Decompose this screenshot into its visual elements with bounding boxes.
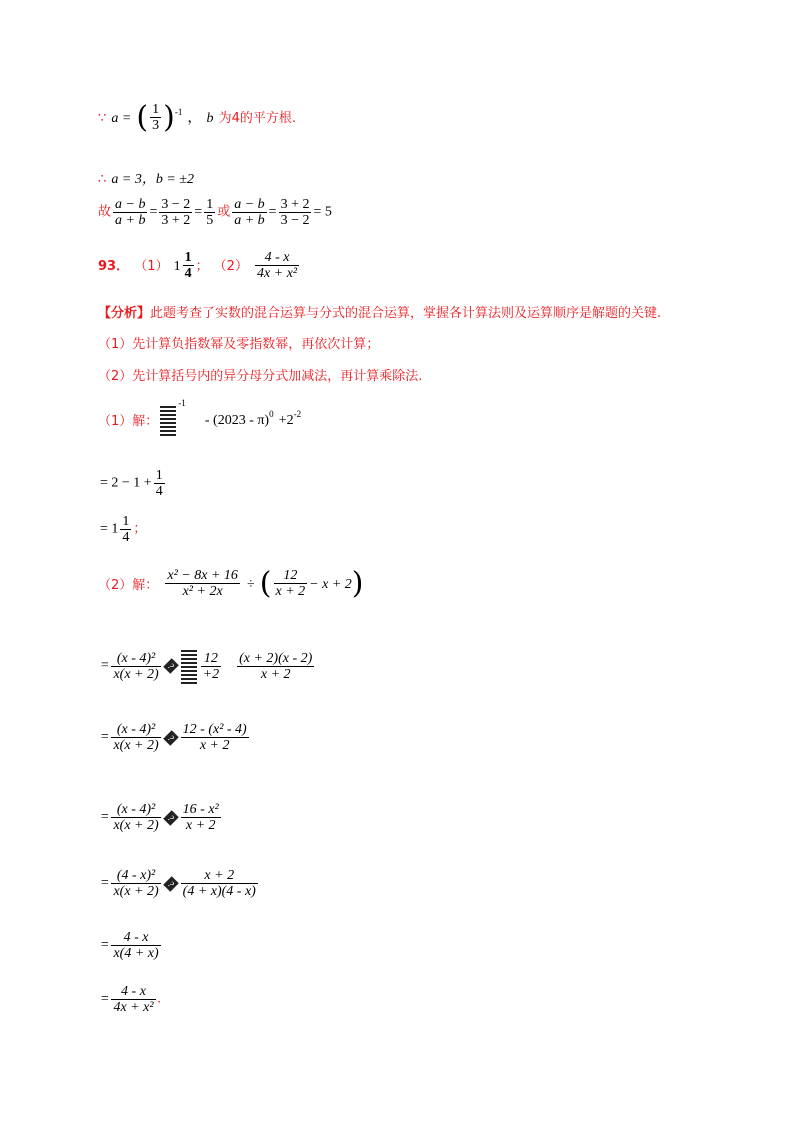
line-result-fraction: 故 $\frac{a - b}{a + b}$ = $\frac{3 - 2}{3 + 2}$ = $\frac{1}{5}$ 或 $\frac{a - b}{a + b}$ = $\frac{3 + 2}{3 - 2}$ = 5 [98, 197, 332, 228]
r3-fraction-b: $\frac{\text{16 - x²}}{x + 2}$ [182, 802, 219, 833]
sol1-line2-text: = 2 − 1 + [100, 475, 152, 491]
solution-1-line-3 [100, 514, 146, 545]
fraction-one-fifth: $\frac{1}{5}$ [206, 197, 214, 228]
garbled-glyph [160, 404, 176, 436]
sol1-mid: - (2023 - π) [204, 413, 270, 428]
analysis-tag: 【分析】 [98, 306, 151, 321]
garbled-glyph [181, 648, 197, 684]
solution-2-start: （2）解： $\frac{\text{x² − 8x + 16}}{\text{x² + 2x}}$ ÷ ( $\frac{12}{x + 2}$ − x + 2) [98, 566, 364, 601]
sol1-exp2: -2 [293, 409, 302, 419]
huo-text: 或 [217, 204, 231, 220]
analysis-text: 此题考查了实数的混合运算与分式的混合运算，掌握各计算法则及运算顺序是解题的关键. [150, 306, 662, 321]
a-equals: a = [111, 111, 132, 126]
ans1-fraction: $\frac{1}{4}$ [184, 250, 192, 281]
eq-sign: = [100, 991, 110, 1007]
r1-fraction-a: $\frac{\text{(x - 4)²}}{x(x + 2)}$ [113, 650, 159, 682]
line-given-a-b: ∵ a = ( $\frac{1}{3}$ )$^{-1}$ ， b 为4的平方根. [98, 100, 297, 135]
eq-sign: = [100, 875, 110, 891]
solution-2-row-5 [100, 930, 163, 961]
solution-2-row-1 [100, 648, 316, 684]
square-root-text: 为4的平方根. [218, 111, 297, 126]
r6-fraction: $\frac{4 - x}{\text{4x + x²}}$ [113, 984, 154, 1015]
left-paren: ( [136, 100, 149, 135]
unknown-glyph: ? [163, 730, 179, 746]
exponent: -1 [174, 107, 183, 117]
r2-fraction-b: $\frac{\text{12 - (x² - 4)}}{x + 2}$ [182, 722, 247, 753]
unknown-glyph: ? [163, 876, 179, 892]
r2-fraction-a: $\frac{\text{(x - 4)²}}{x(x + 2)}$ [113, 722, 159, 753]
fraction-numeric-1: $\frac{3 - 2}{3 + 2}$ [161, 197, 191, 228]
sol2-main-fraction: $\frac{\text{x² − 8x + 16}}{\text{x² + 2x}}$ [167, 568, 238, 599]
therefore-symbol: ∴ [98, 172, 107, 187]
sol1-line3-text: = 1 [100, 521, 119, 537]
r1-fraction-b: $\frac{12}{+2}$ [202, 650, 220, 682]
r3-fraction-a: $\frac{\text{(x - 4)²}}{x(x + 2)}$ [113, 802, 159, 833]
fraction-one-third: $\frac{1}{3}$ [152, 102, 160, 133]
unknown-glyph: ? [163, 658, 179, 674]
because-symbol: ∵ [98, 111, 107, 126]
r4-fraction-b: $\frac{x + 2}{(4 + x)(4 - x)}$ [182, 868, 256, 899]
separator: ； [195, 259, 209, 274]
eq-sign: = [100, 809, 110, 825]
analysis-step-1: （1）先计算负指数幂及零指数幂，再依次计算； [98, 337, 380, 352]
b-var: b [206, 111, 214, 126]
solution-1-start [98, 398, 301, 436]
fraction-a-minus-b: $\frac{a - b}{a + b}$ [115, 197, 146, 228]
sol1-line3-fraction: $\frac{1}{4}$ [122, 514, 130, 545]
question-93-answers [98, 250, 301, 281]
divide-sign: ÷ [247, 577, 255, 592]
r1-fraction-c: $\frac{(x + 2)(x - 2)}{x + 2}$ [239, 650, 313, 682]
sol1-exp: -1 [178, 398, 186, 408]
right-paren: ) [163, 100, 175, 135]
a-b-values: a = 3，b = ±2 [111, 172, 194, 187]
ans1-int: 1 [173, 259, 181, 274]
question-number: 93． [98, 259, 130, 274]
part2-label: （2） [213, 259, 248, 274]
result-five: = 5 [313, 204, 332, 220]
sol2-label: （2）解： [98, 578, 159, 593]
sol2-inner-fraction: $\frac{12}{x + 2}$ [275, 568, 306, 599]
eq-sign: = [100, 937, 110, 953]
sol1-tail: +2 [278, 413, 294, 428]
sol2-inner-tail: − x + 2 [309, 577, 352, 592]
sol2-end-period: . [157, 991, 162, 1007]
analysis-paragraph [98, 302, 661, 321]
gu-text: 故 [98, 204, 112, 220]
fraction-a-minus-b-2: $\frac{a - b}{a + b}$ [234, 197, 265, 228]
sol1-exp0: 0 [269, 409, 274, 419]
unknown-glyph: ? [163, 810, 179, 826]
r5-fraction: $\frac{4 - x}{x(4 + x)}$ [113, 930, 159, 961]
sol1-line2-fraction: $\frac{1}{4}$ [155, 468, 163, 499]
ans2-fraction: $\frac{4 - x}{\text{4x + x²}}$ [257, 250, 298, 281]
eq-sign: = [100, 729, 110, 745]
line-a-b-values [98, 168, 194, 188]
eq-sign: = [100, 658, 110, 674]
solution-2-row-6 [100, 984, 162, 1015]
r4-fraction-a: $\frac{\text{(4 - x)²}}{x(x + 2)}$ [113, 868, 159, 899]
solution-2-row-3 [100, 802, 223, 833]
solution-2-row-4 [100, 868, 260, 899]
solution-2-row-2 [100, 722, 251, 753]
sol1-label: （1）解： [98, 414, 159, 429]
solution-1-line-2 [100, 468, 167, 499]
part1-label: （1） [134, 259, 169, 274]
sol1-line3-end: ； [133, 521, 147, 537]
fraction-numeric-2: $\frac{3 + 2}{3 - 2}$ [280, 197, 310, 228]
analysis-step-2: （2）先计算括号内的异分母分式加减法，再计算乘除法. [98, 369, 423, 384]
